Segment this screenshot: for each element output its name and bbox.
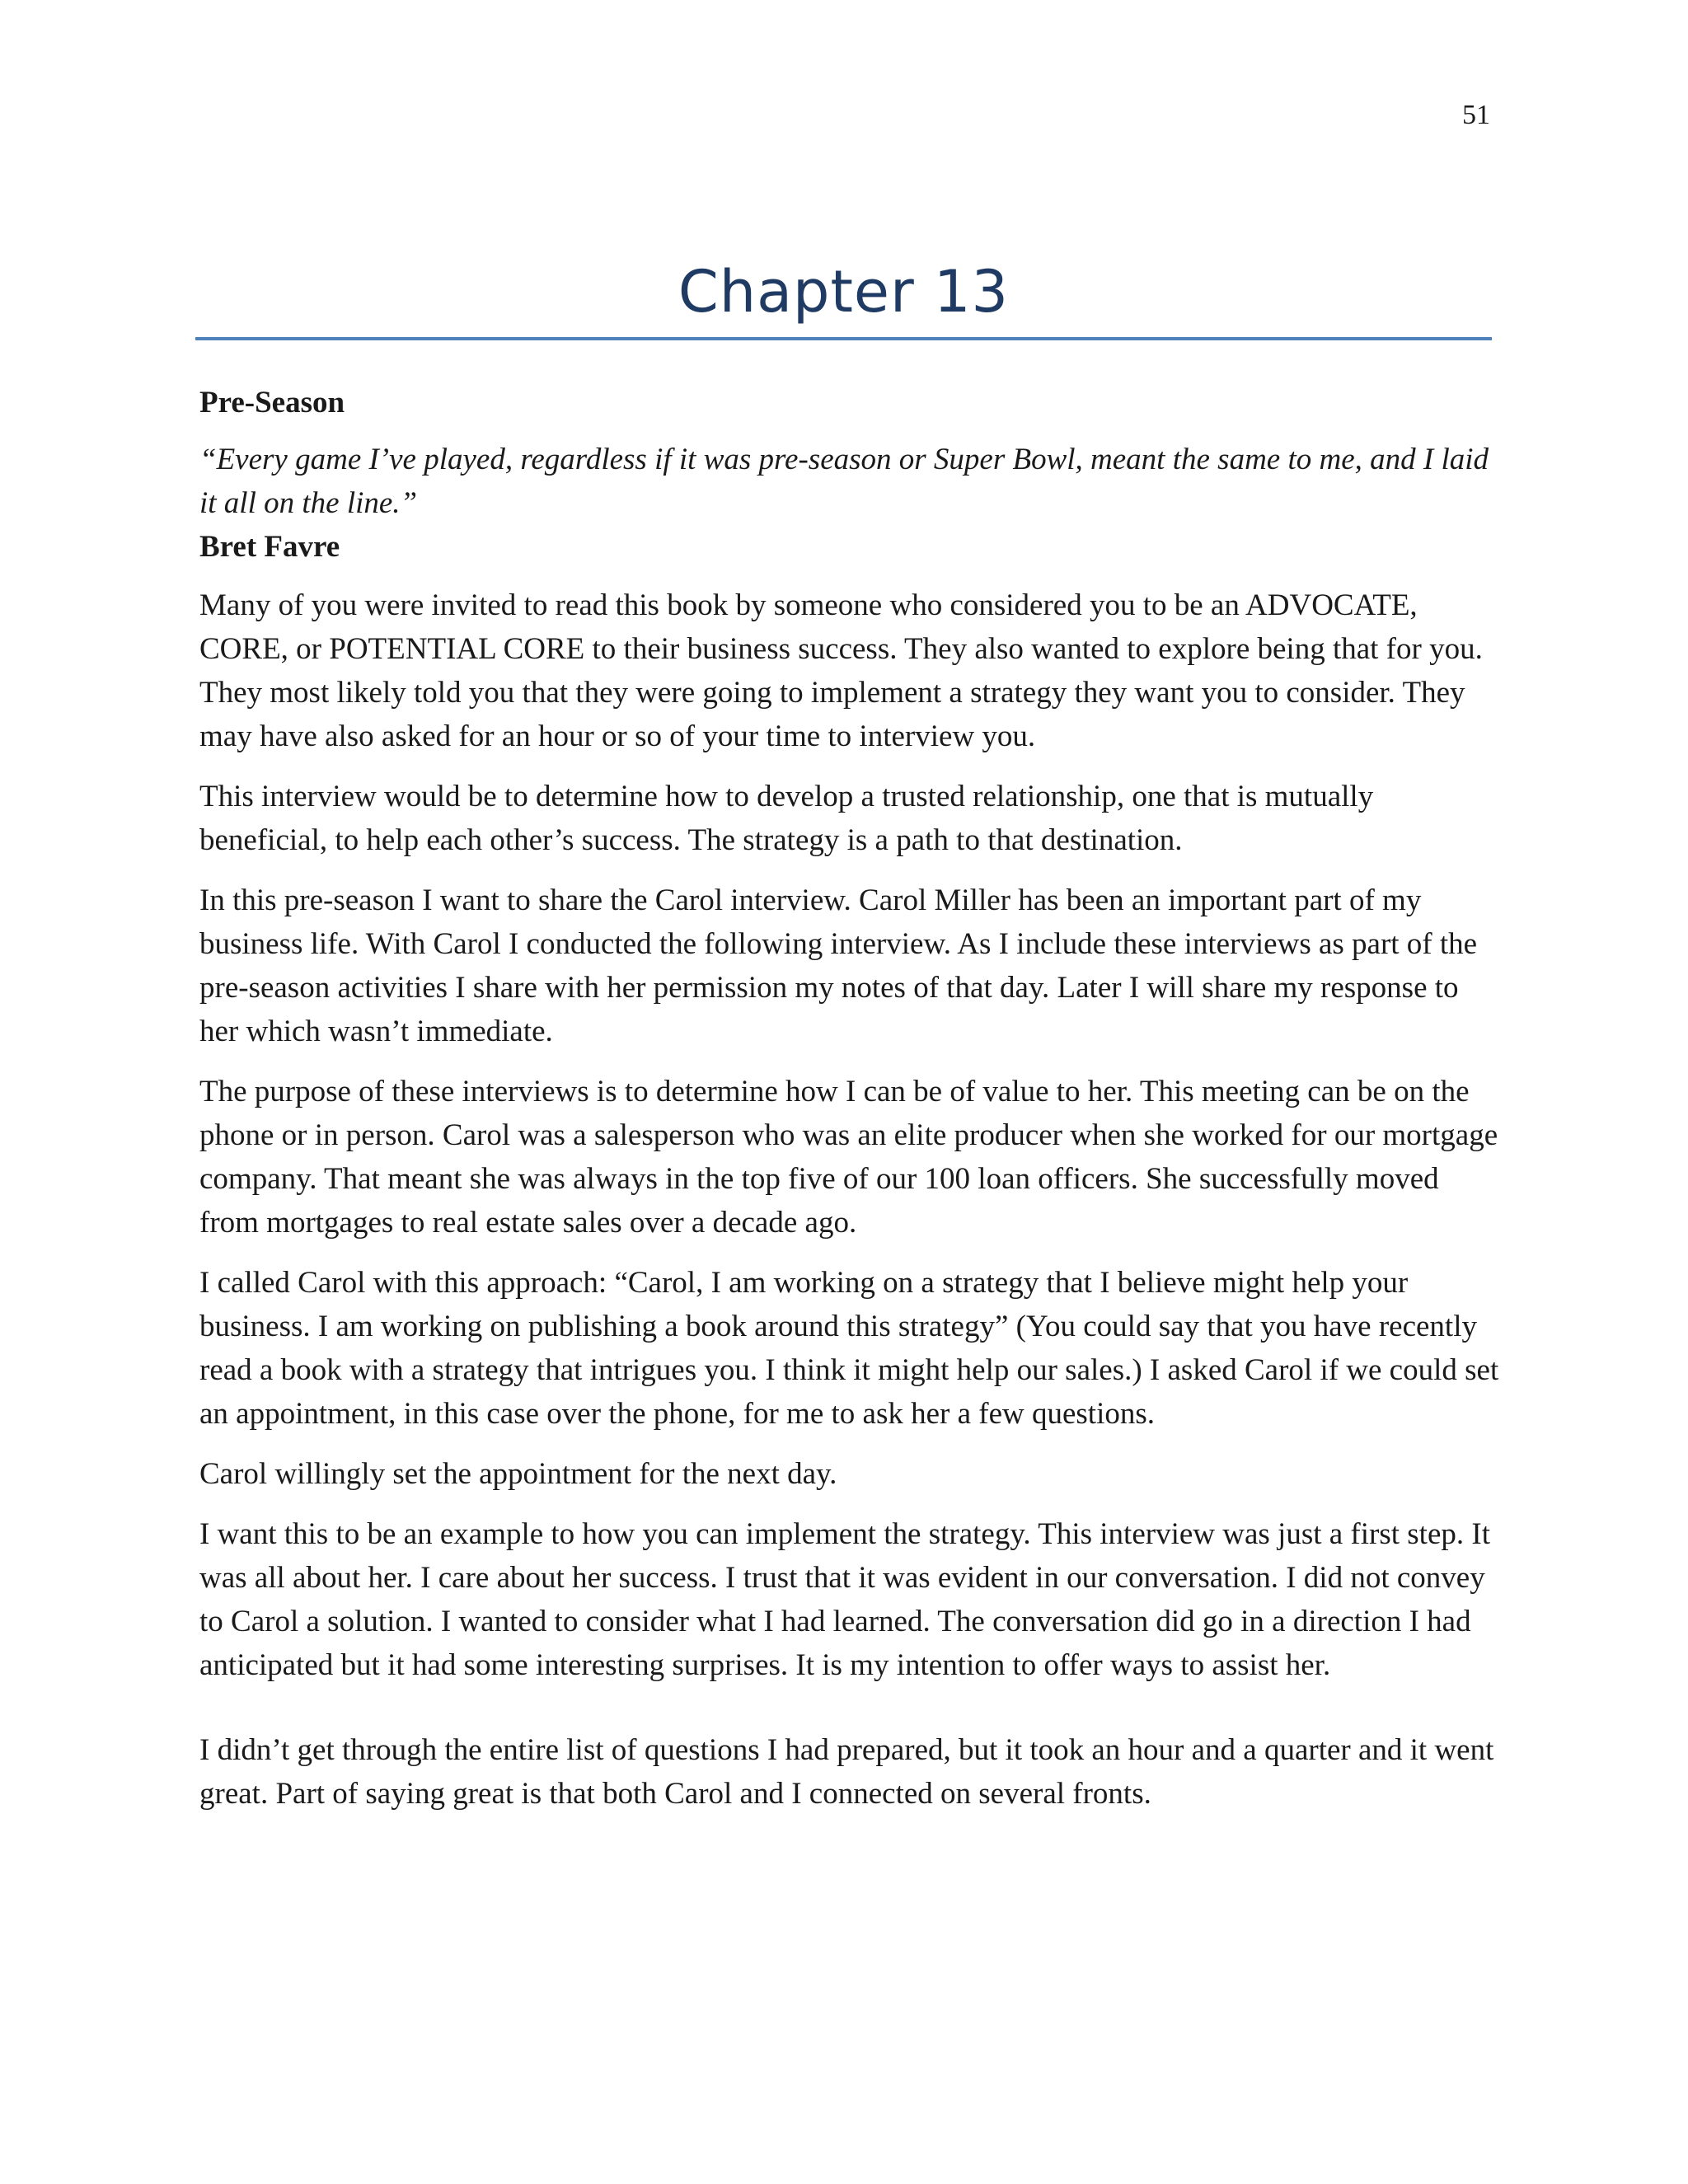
body-paragraph: I didn’t get through the entire list of questions I had prepared, but it took an hour and a quarter and it went great. Part of saying great is that both Carol and I connected on several fronts. (199, 1733, 1494, 1811)
page-number: 51 (1462, 100, 1490, 130)
section-title: Pre-Season (199, 386, 345, 419)
body-paragraph: Carol willingly set the appointment for the next day. (199, 1457, 837, 1491)
body-paragraph: The purpose of these interviews is to determine how I can be of value to her. This meeting can be on the phone or in person. Carol was a salesperson who was an elite producer when she worked for our mortgage company. That meant she was always in the top five of our 100 loan officers. She successfully moved from mortgages to real estate sales over a decade ago. (199, 1075, 1498, 1240)
epigraph-quote: “Every game I’ve played, regardless if it was pre-season or Super Bowl, meant the same to me, and I laid it all on the line.” (199, 443, 1489, 520)
chapter-divider (195, 337, 1492, 340)
page-body (199, 381, 1502, 1832)
body-paragraph: I want this to be an example to how you can implement the strategy. This interview was just a first step. It was all about her. I care about her success. I trust that it was evident in our conversation. I did not convey to Carol a solution. I wanted to consider what I had learned. The conversation did go in a direction I had anticipated but it had some interesting surprises. It is my intention to offer ways to assist her. (199, 1517, 1490, 1682)
body-paragraph: This interview would be to determine how to develop a trusted relationship, one that is mutually beneficial, to help each other’s success. The strategy is a path to that destination. (199, 780, 1374, 857)
chapter-title: Chapter 13 (678, 258, 1010, 326)
body-paragraph: I called Carol with this approach: “Carol, I am working on a strategy that I believe might help your business. I am working on publishing a book around this strategy” (You could say that you have recently read a book with a strategy that intrigues you. I think it might help our sales.) I asked Carol if we could set an appointment, in this case over the phone, for me to ask her a few questions. (199, 1266, 1499, 1431)
body-paragraph: Many of you were invited to read this book by someone who considered you to be an ADVOCATE, CORE, or POTENTIAL CORE to their business success. They also wanted to explore being that for you. They most likely told you that they were going to implement a strategy they want you to consider. They may have also asked for an hour or so of your time to interview you. (199, 588, 1483, 753)
body-paragraph: In this pre-season I want to share the Carol interview. Carol Miller has been an important part of my business life. With Carol I conducted the following interview. As I include these interviews as part of the pre-season activities I share with her permission my notes of that day. Later I will share my response to her which wasn’t immediate. (199, 883, 1478, 1048)
epigraph-author: Bret Favre (199, 530, 340, 564)
